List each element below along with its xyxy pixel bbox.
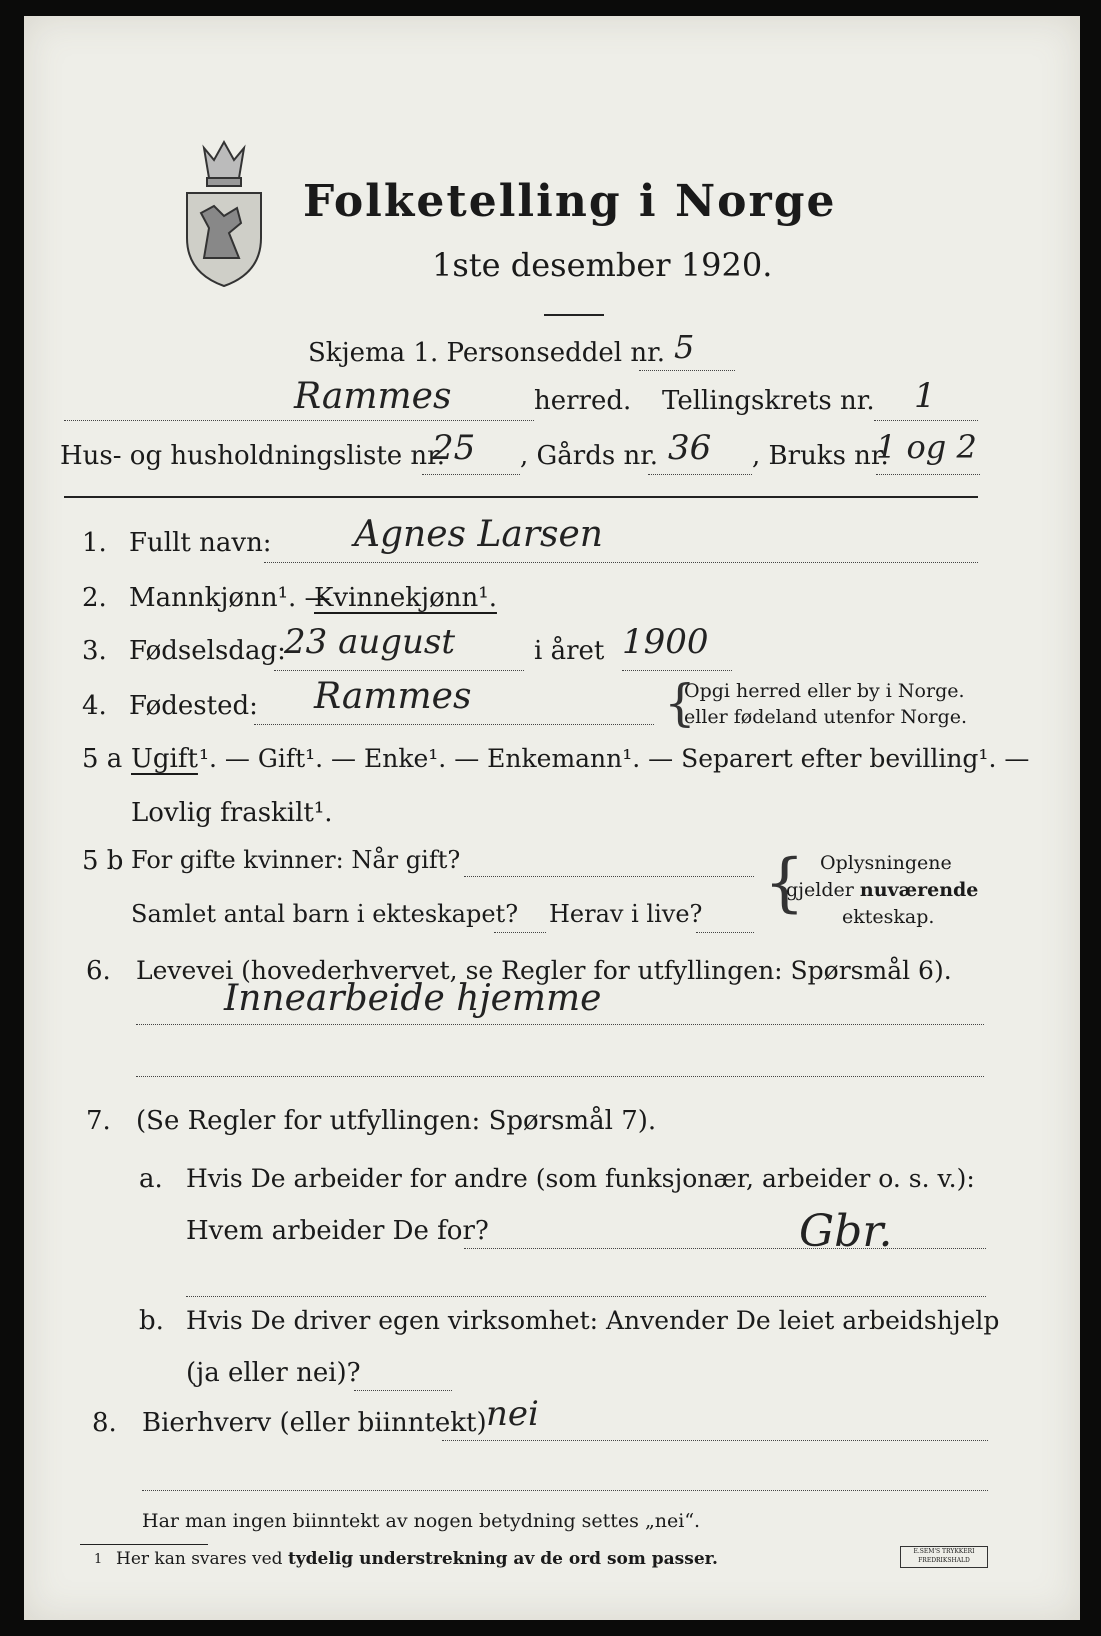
q5b-note-line3: ekteskap.	[842, 906, 935, 928]
side-income-field-line-2[interactable]	[142, 1490, 988, 1491]
q5b-note-brace: {	[764, 846, 805, 920]
side-income-field-line	[442, 1440, 988, 1441]
q7b-question: (ja eller nei)?	[186, 1358, 361, 1388]
q8-label: Bierhverv (eller biinntekt)	[142, 1408, 487, 1438]
male-option[interactable]: Mannkjønn¹. —	[129, 583, 331, 613]
q1-field-line	[264, 562, 978, 563]
krets-label: Tellingskrets nr.	[662, 386, 875, 416]
schema-field-line	[639, 370, 735, 371]
census-form	[24, 16, 1080, 1620]
bruks-field-line	[876, 474, 980, 475]
herred-label: herred.	[534, 386, 632, 416]
bruks-value[interactable]: 1 og 2	[876, 428, 977, 466]
hus-list-value[interactable]: 25	[432, 428, 476, 468]
birthplace-field-line	[254, 724, 654, 725]
q4-note-line2: eller fødeland utenfor Norge.	[684, 706, 968, 728]
footnote-rule	[80, 1544, 208, 1545]
gards-value[interactable]: 36	[668, 428, 712, 468]
year-field-line	[622, 670, 732, 671]
when-married-label: For gifte kvinner: Når gift?	[131, 846, 461, 874]
q5b-number: 5 b	[82, 846, 124, 876]
divorced-option[interactable]: Lovlig fraskilt¹.	[131, 798, 333, 828]
q3-number: 3.	[82, 636, 107, 666]
children-alive-label: Herav i live?	[549, 900, 703, 928]
when-married-field-line[interactable]	[464, 876, 754, 877]
q2-number: 2.	[82, 583, 107, 613]
q4-number: 4.	[82, 691, 107, 721]
bruks-label: , Bruks nr.	[752, 441, 889, 471]
occupation-value[interactable]: Innearbeide hjemme	[224, 978, 602, 1019]
q7-number: 7.	[86, 1106, 111, 1136]
birth-year-value[interactable]: 1900	[622, 622, 709, 662]
female-option-selected[interactable]: Kvinnekjønn¹.	[314, 583, 497, 613]
printer-mark: E.SEM'S TRYKKERI FREDRIKSHALD	[900, 1546, 988, 1568]
children-total-field-line[interactable]	[494, 932, 546, 933]
side-income-note: Har man ingen biinntekt av nogen betydning settes „nei“.	[142, 1510, 701, 1532]
q5a-number: 5 a	[82, 744, 123, 774]
q4-note-brace: {	[664, 674, 696, 732]
marital-options[interactable]: ¹. — Gift¹. — Enke¹. — Enkemann¹. — Separert efter bevilling¹. —	[199, 744, 1030, 773]
year-label: i året	[534, 636, 605, 666]
footnote-text: Her kan svares ved tydelig understrekning av de ord som passer.	[116, 1549, 718, 1569]
q7a-text: Hvis De arbeider for andre (som funksjonær, arbeider o. s. v.):	[186, 1164, 975, 1193]
side-income-value[interactable]: nei	[486, 1394, 539, 1434]
herred-value[interactable]: Rammes	[294, 376, 452, 417]
herred-field-line	[64, 420, 534, 421]
occupation-field-line-1	[136, 1024, 984, 1025]
q4-note-line1: Opgi herred eller by i Norge.	[684, 680, 965, 702]
gards-field-line	[648, 474, 752, 475]
full-name-value[interactable]: Agnes Larsen	[354, 514, 603, 555]
q7-label: (Se Regler for utfyllingen: Spørsmål 7).	[136, 1106, 657, 1136]
children-alive-field-line[interactable]	[696, 932, 754, 933]
q6-label: Levevei (hovederhvervet, se Regler for utfyllingen: Spørsmål 6).	[136, 956, 952, 985]
children-total-label: Samlet antal barn i ekteskapet?	[131, 900, 519, 928]
hus-list-label: Hus- og husholdningsliste nr.	[60, 441, 446, 471]
q3-label: Fødselsdag:	[129, 636, 286, 666]
birthday-field-line	[274, 670, 524, 671]
q7b-letter: b.	[139, 1306, 164, 1336]
birthday-value[interactable]: 23 august	[284, 622, 456, 662]
coat-of-arms-icon	[179, 138, 269, 288]
q5b-note-line2: gjelder nuværende	[786, 879, 979, 901]
employer-field-line	[464, 1248, 986, 1249]
unmarried-option-selected[interactable]: Ugift	[131, 744, 198, 774]
q8-number: 8.	[92, 1408, 117, 1438]
schema-value[interactable]: 5	[674, 328, 695, 366]
occupation-field-line-2[interactable]	[136, 1076, 984, 1077]
form-title: Folketelling i Norge	[303, 176, 837, 227]
hired-help-field-line[interactable]	[354, 1390, 452, 1391]
krets-field-line	[874, 420, 978, 421]
q1-number: 1.	[82, 528, 107, 558]
q7a-question: Hvem arbeider De for?	[186, 1216, 489, 1246]
employer-field-line-2[interactable]	[186, 1296, 986, 1297]
q6-number: 6.	[86, 956, 111, 986]
q7a-letter: a.	[139, 1164, 163, 1194]
gards-label: , Gårds nr.	[520, 441, 659, 471]
census-date: 1ste desember 1920.	[432, 246, 773, 284]
birthplace-value[interactable]: Rammes	[314, 676, 472, 717]
employer-value[interactable]: Gbr.	[799, 1206, 893, 1257]
schema-label: Skjema 1. Personseddel nr.	[308, 338, 665, 368]
footnote-number: 1	[94, 1552, 103, 1567]
q5b-note-line1: Oplysningene	[820, 852, 952, 874]
q1-label: Fullt navn:	[129, 528, 272, 558]
krets-value[interactable]: 1	[914, 376, 936, 416]
q4-label: Fødested:	[129, 691, 258, 721]
title-divider	[544, 314, 604, 316]
hus-list-field-line	[422, 474, 520, 475]
q7b-text: Hvis De driver egen virksomhet: Anvender De leiet arbeidshjelp	[186, 1306, 1000, 1335]
header-rule	[64, 496, 978, 498]
